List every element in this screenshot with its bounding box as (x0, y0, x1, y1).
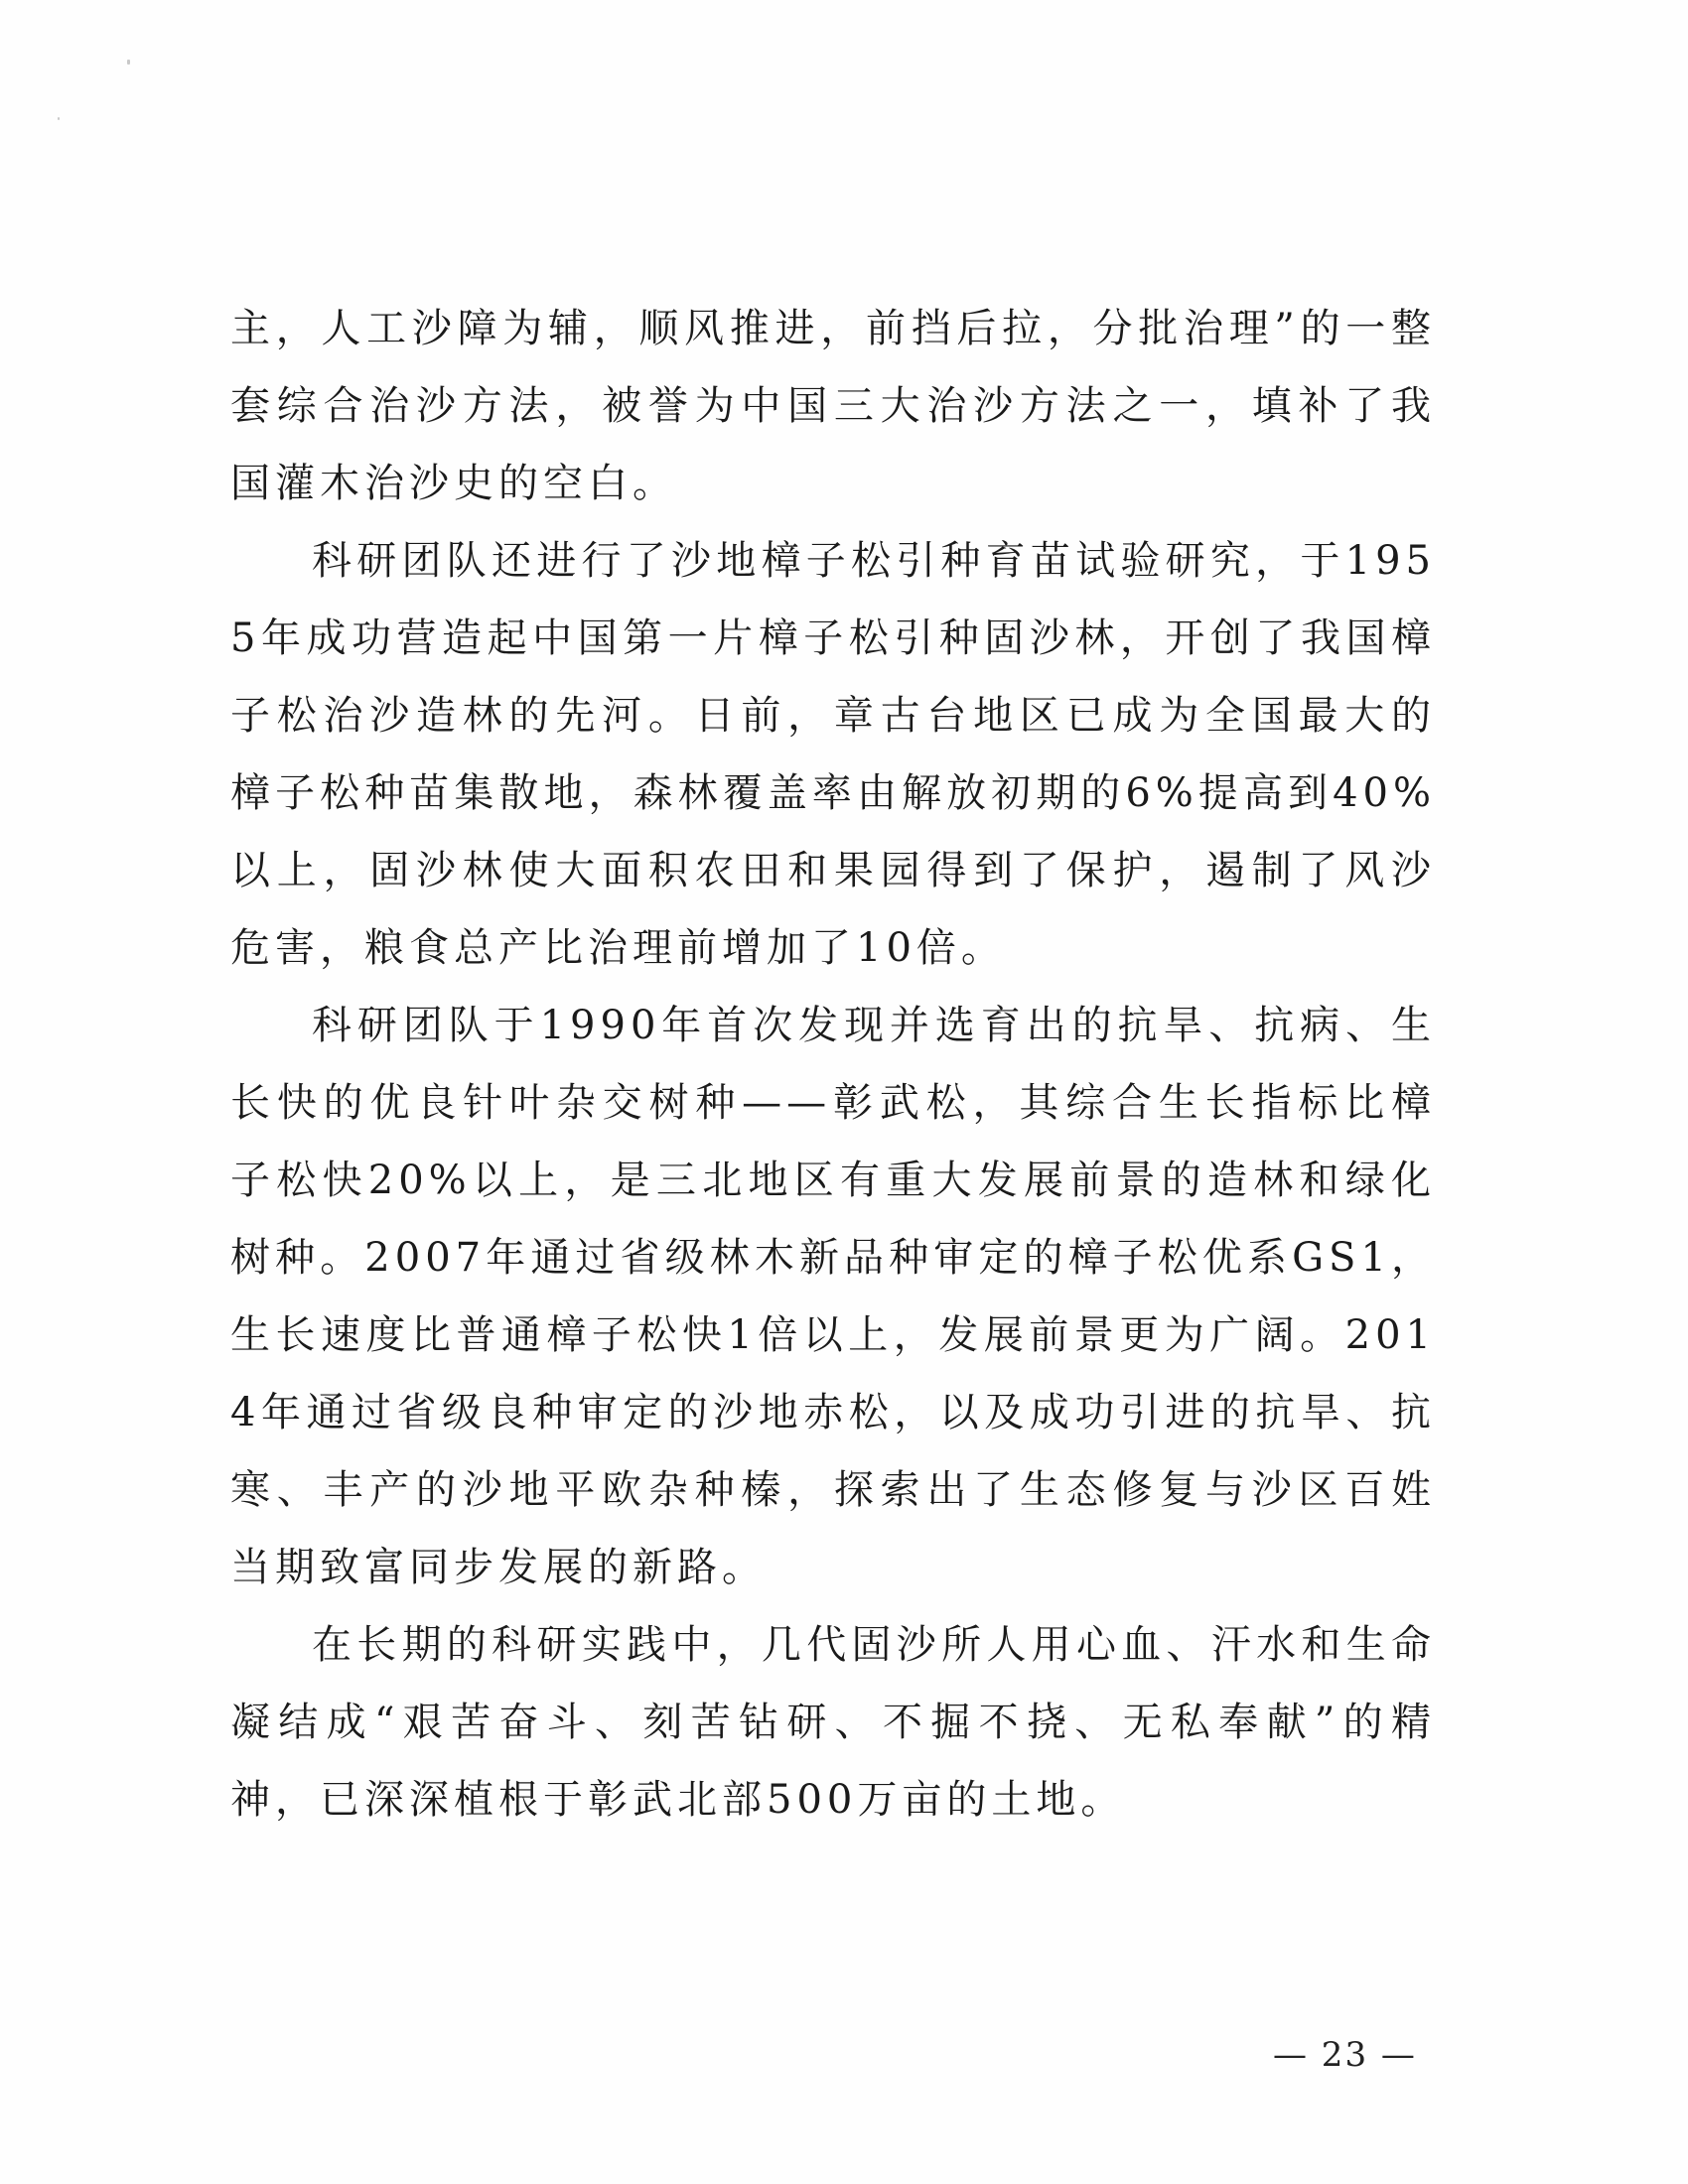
paragraph-spirit: 在长期的科研实践中，几代固沙所人用心血、汗水和生命凝结成“艰苦奋斗、刻苦钻研、不掘不挠、无私奉献”的精神，已深深植根于彰武北部500万亩的土地。 (230, 1622, 1436, 1823)
paragraph-continuation: 主，人工沙障为辅，顺风推进，前挡后拉，分批治理”的一整套综合治沙方法，被誉为中国三大治沙方法之一，填补了我国灌木治沙史的空白。 (230, 306, 1436, 506)
scan-speck (127, 60, 130, 65)
paragraph-new-varieties: 科研团队于1990年首次发现并选育出的抗旱、抗病、生长快的优良针叶杂交树种——彰武松，其综合生长指标比樟子松快20%以上，是三北地区有重大发展前景的造林和绿化树种。2007年通过省级林木新品种审定的樟子松优系GS1，生长速度比普通樟子松快1倍以上，发展前景更为广阔。2014年通过省级良种审定的沙地赤松，以及成功引进的抗旱、抗寒、丰产的沙地平欧杂种榛，探索出了生态修复与沙区百姓当期致富同步发展的新路。 (230, 1003, 1436, 1590)
paragraph-pine-introduction: 科研团队还进行了沙地樟子松引种育苗试验研究，于1955年成功营造起中国第一片樟子松引种固沙林，开创了我国樟子松治沙造林的先河。日前，章古台地区已成为全国最大的樟子松种苗集散地，森林覆盖率由解放初期的6%提高到40%以上，固沙林使大面积农田和果园得到了保护，遏制了风沙危害，粮食总产比治理前增加了10倍。 (230, 538, 1436, 971)
scan-speck (58, 117, 60, 120)
body-text (230, 290, 1436, 1839)
page-number: — 23 — (1273, 2035, 1417, 2075)
